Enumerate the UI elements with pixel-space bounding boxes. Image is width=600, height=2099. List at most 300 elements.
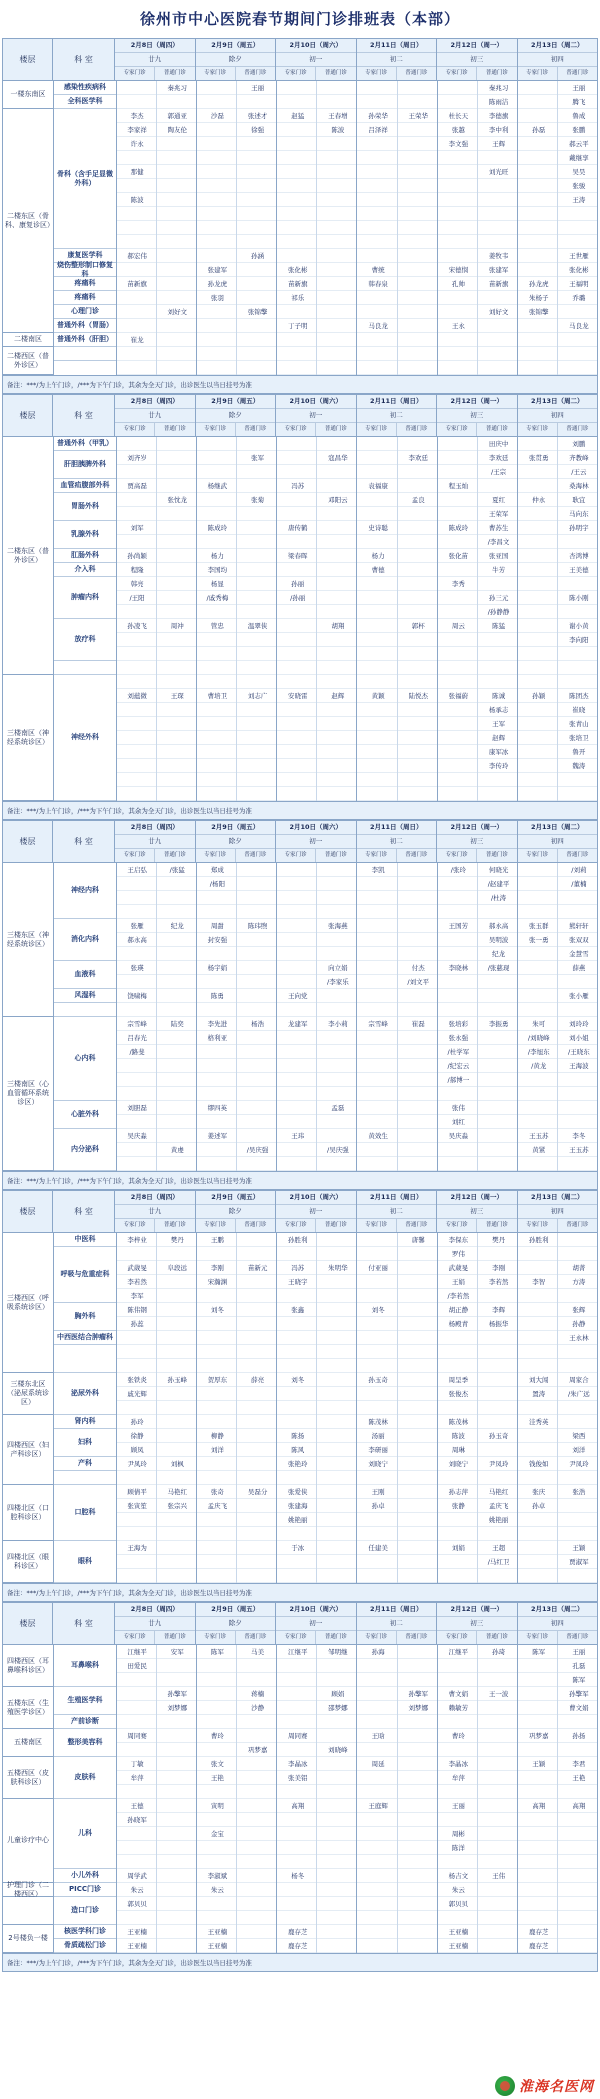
- dept-column: [54, 863, 117, 1171]
- doctor-name: 郝永高: [127, 936, 147, 944]
- dept-cell: 血液科: [54, 961, 116, 989]
- clinic-type-row: [115, 1631, 195, 1644]
- specialist-label: 专家门诊: [115, 1219, 155, 1232]
- specialist-label: 专家门诊: [518, 1219, 558, 1232]
- doctor-name: 曹玲: [451, 1732, 465, 1740]
- footnote: 备注：***/为上午门诊，/***为下午门诊，其余为全天门诊，出诊医生以当日挂号为准: [2, 1172, 598, 1190]
- doctor-name: 置涛: [532, 1390, 546, 1398]
- dept-cell: [54, 1003, 116, 1017]
- day-date: 2月8日（周四）: [115, 39, 195, 53]
- day-date: 2月13日（周二）: [518, 821, 598, 835]
- doctor-name: 张建军: [207, 266, 228, 274]
- clinic-type-row: [437, 849, 517, 862]
- doctor-name: 戴继享: [569, 154, 589, 162]
- doctor-name: /马红卫: [487, 1558, 510, 1566]
- general-label: 普通门诊: [324, 426, 347, 432]
- dept-cell: 血管疝腹部外科: [54, 479, 116, 493]
- doctor-name: 张瑛: [130, 964, 144, 972]
- doctor-name: 杨力: [371, 552, 385, 560]
- doctor-name: /王阳: [129, 594, 145, 602]
- doctor-name: 李小莉: [328, 1020, 348, 1028]
- doctor-name: 孙志萍: [448, 1488, 469, 1496]
- dept-cell: 普通外科（肝胆）: [54, 333, 116, 347]
- floor-cell: 二楼东区（骨科、康复诊区）: [3, 109, 53, 333]
- specialist-label: 专家门诊: [518, 423, 558, 436]
- doctor-name: 王娟: [451, 1278, 465, 1286]
- specialist-label: 专家门诊: [196, 849, 236, 862]
- doctor-name: 寇昌华: [328, 454, 348, 462]
- dept-cell: 疼痛科: [54, 277, 116, 291]
- day-date: 2月9日（周五）: [196, 821, 276, 835]
- clinic-type-row: [276, 67, 356, 80]
- dept-cell: 消化内科: [54, 919, 116, 961]
- doctor-name: 张辉: [572, 1306, 586, 1314]
- doctor-name: 李德旗: [488, 112, 509, 120]
- day-header: [357, 1603, 438, 1644]
- doctor-name: 谢小黄: [569, 622, 589, 630]
- floor-header: 楼层: [3, 1603, 53, 1644]
- doctor-name: 刘冬: [291, 1376, 305, 1384]
- day-lunar: 初三: [437, 835, 517, 849]
- doctor-name: 王庭辉: [368, 1802, 388, 1810]
- day-date: 2月11日（周日）: [357, 1191, 437, 1205]
- doctor-name: 王玉苏: [569, 1146, 589, 1154]
- doctor-name: 程隆: [130, 566, 144, 574]
- day-date: 2月11日（周日）: [357, 821, 437, 835]
- doctor-name: 刘小姐: [569, 1034, 589, 1042]
- schedule-section: [2, 1602, 598, 1954]
- doctor-name: 张一勇: [528, 936, 549, 944]
- day-headers: [115, 39, 597, 80]
- doctor-name: /郝博一: [447, 1076, 470, 1084]
- doctor-name: 田庆中: [488, 440, 509, 448]
- day-lunar: 廿九: [115, 1205, 195, 1219]
- doctor-name: 张静: [451, 1502, 465, 1510]
- day-lunar: 廿九: [115, 835, 195, 849]
- doctor-name: /吴庆强: [246, 1146, 269, 1154]
- doctor-name: 孙擎军: [569, 1690, 589, 1698]
- doctor-name: 马艳红: [167, 1488, 187, 1496]
- doctor-name: 袁福康: [368, 482, 388, 490]
- day-lunar: 初四: [518, 835, 598, 849]
- day-lunar: 廿九: [115, 1617, 195, 1631]
- doctor-name: 张建海: [287, 1502, 308, 1510]
- doctor-name: /杜学军: [447, 1048, 470, 1056]
- doctor-name: 李冬: [572, 1132, 586, 1140]
- floor-header: 楼层: [3, 395, 53, 436]
- doctor-name: 丁子明: [287, 322, 308, 330]
- general-label: 普通门诊: [163, 852, 186, 858]
- doctor-name: /李旭东: [527, 1048, 550, 1056]
- doctor-name: 孟庆飞: [207, 1502, 228, 1510]
- clinic-type-row: [437, 67, 517, 80]
- doctor-name: 宗雪峰: [127, 1020, 147, 1028]
- day-lunar: 除夕: [196, 1205, 276, 1219]
- schedule-section: [2, 1190, 598, 1584]
- specialist-label: 专家门诊: [518, 67, 558, 80]
- day-date: 2月10日（周六）: [276, 821, 356, 835]
- day-lunar: 除夕: [196, 409, 276, 423]
- doctor-name: 陈风: [291, 1446, 305, 1454]
- dept-cell: PICC门诊: [54, 1883, 116, 1897]
- doctor-name: /杜涛: [490, 894, 507, 902]
- specialist-label: 专家门诊: [437, 67, 477, 80]
- schedule-section: [2, 394, 598, 802]
- day-header: [437, 821, 518, 862]
- doctor-name: 王亚楠: [207, 1928, 228, 1936]
- dept-cell: 风湿科: [54, 989, 116, 1003]
- doctor-name: /张玲: [450, 866, 466, 874]
- doctor-name: 王海为: [127, 1544, 147, 1552]
- doctor-name: 朱杨子: [528, 294, 549, 302]
- footnote: 备注：***/为上午门诊，/***为下午门诊，其余为全天门诊，出诊医生以当日挂号为准: [2, 1954, 598, 1972]
- doctor-name: 孙凌飞: [127, 622, 147, 630]
- doctor-name: 柳静: [210, 1432, 224, 1440]
- day-date: 2月9日（周五）: [196, 39, 276, 53]
- doctor-name: 周延: [371, 1760, 385, 1768]
- specialist-label: 专家门诊: [276, 423, 316, 436]
- doctor-name: 崔磊: [411, 1020, 425, 1028]
- day-date: 2月12日（周一）: [437, 39, 517, 53]
- general-label: 普通门诊: [566, 852, 589, 858]
- doctor-name: /张猛: [169, 866, 185, 874]
- doctor-name: /李若然: [447, 1292, 470, 1300]
- doctor-name: 纪龙: [492, 950, 506, 958]
- doctor-name: 刘晓宁: [448, 1460, 469, 1468]
- doctor-name: 顾凤: [130, 1446, 144, 1454]
- doctor-name: /孙丽: [290, 594, 306, 602]
- specialist-label: 专家门诊: [437, 1219, 477, 1232]
- doctor-name: 刘洋: [572, 1446, 586, 1454]
- general-label: 普通门诊: [324, 70, 347, 76]
- doctor-cells: [117, 437, 597, 801]
- doctor-grid: [117, 1233, 597, 1583]
- doctor-name: /杨阳: [209, 880, 225, 888]
- day-header: [276, 39, 357, 80]
- dept-cell: 胸外科: [54, 1303, 116, 1331]
- day-lunar: 初二: [357, 1617, 437, 1631]
- doctor-name: 李国均: [207, 566, 228, 574]
- doctor-name: 刘光旺: [488, 168, 509, 176]
- day-lunar: 初二: [357, 835, 437, 849]
- doctor-name: 武葳旻: [127, 1264, 147, 1272]
- doctor-name: 李欢廷: [408, 454, 428, 462]
- doctor-name: 王亚楠: [127, 1942, 147, 1950]
- dept-header: 科 室: [53, 39, 115, 80]
- doctor-name: 陈军: [572, 1676, 586, 1684]
- doctor-name: 赵辉: [492, 734, 506, 742]
- doctor-name: 尹凤玲: [569, 1460, 589, 1468]
- dept-cell: 儿科: [54, 1799, 116, 1869]
- doctor-name: 郭杯: [411, 622, 425, 630]
- day-date: 2月9日（周五）: [196, 1603, 276, 1617]
- general-label: 普通门诊: [566, 70, 589, 76]
- day-date: 2月11日（周日）: [357, 1603, 437, 1617]
- day-date: 2月10日（周六）: [276, 1603, 356, 1617]
- section-body: [3, 1233, 597, 1583]
- doctor-name: 杨殿青: [448, 1320, 469, 1328]
- specialist-label: 专家门诊: [518, 849, 558, 862]
- doctor-name: 张忱龙: [167, 496, 187, 504]
- doctor-name: 仲永: [532, 496, 546, 504]
- doctor-name: 黄效生: [368, 1132, 388, 1140]
- doctor-name: 江继平: [448, 1648, 469, 1656]
- dept-cell: [54, 661, 116, 675]
- doctor-name: 张庆: [532, 1488, 546, 1496]
- doctor-name: 孙擎军: [408, 1690, 428, 1698]
- doctor-name: 曹玲: [210, 1732, 224, 1740]
- doctor-name: 陈成玲: [448, 524, 469, 532]
- clinic-type-row: [357, 67, 437, 80]
- doctor-name: 巩梦嘉: [528, 1732, 549, 1740]
- doctor-name: 曹统: [371, 266, 385, 274]
- dept-cell: [54, 1471, 116, 1485]
- day-header: [437, 1603, 518, 1644]
- doctor-name: 孙明宇: [569, 524, 589, 532]
- doctor-name: 唐馨: [411, 1236, 425, 1244]
- doctor-name: 邵梦娜: [328, 1704, 348, 1712]
- doctor-name: 吴庆淼: [448, 1132, 469, 1140]
- doctor-name: 黄紧: [532, 1146, 546, 1154]
- floor-cell: 三楼南区（心血管循环系统诊区）: [3, 1017, 53, 1171]
- doctor-name: 李杰: [130, 112, 144, 120]
- doctor-name: 韩亮: [130, 580, 144, 588]
- doctor-name: 梁春晖: [287, 552, 308, 560]
- day-date: 2月13日（周二）: [518, 1603, 598, 1617]
- floor-column: [3, 1233, 54, 1583]
- doctor-name: 王玉苏: [528, 1132, 549, 1140]
- clinic-type-row: [115, 1219, 195, 1232]
- doctor-cells: [117, 863, 597, 1171]
- section-header: [3, 395, 597, 437]
- doctor-name: 张文: [210, 1760, 224, 1768]
- doctor-name: 张小雁: [569, 992, 589, 1000]
- doctor-grid: [117, 1645, 597, 1953]
- doctor-name: 吴昊: [572, 168, 586, 176]
- doctor-name: 杨浩: [251, 1020, 265, 1028]
- doctor-name: 张海燕: [328, 922, 348, 930]
- doctor-name: 祁乐: [291, 294, 305, 302]
- clinic-type-row: [196, 423, 276, 436]
- doctor-name: 牟萍: [451, 1774, 465, 1782]
- doctor-name: 张宗兴: [167, 1502, 187, 1510]
- doctor-name: 刘娟: [451, 1544, 465, 1552]
- floor-column: [3, 81, 54, 375]
- general-label: 普通门诊: [324, 852, 347, 858]
- doctor-name: 张奇: [210, 1488, 224, 1496]
- day-date: 2月12日（周一）: [437, 1603, 517, 1617]
- day-date: 2月13日（周二）: [518, 1191, 598, 1205]
- doctor-name: 张青山: [569, 720, 589, 728]
- clinic-type-row: [115, 423, 195, 436]
- doctor-name: 沙磊: [210, 112, 224, 120]
- dept-cell: 生殖医学科: [54, 1687, 116, 1715]
- general-label: 普通门诊: [163, 1222, 186, 1228]
- doctor-name: 张化苗: [448, 552, 469, 560]
- doctor-name: 樊丹: [170, 1236, 184, 1244]
- doctor-name: 杨振华: [488, 1320, 509, 1328]
- doctor-name: 陈茂林: [448, 1418, 469, 1426]
- doctor-name: 赖敏芳: [448, 1704, 469, 1712]
- doctor-name: 张骏: [572, 182, 586, 190]
- doctor-name: 曹培卫: [207, 692, 228, 700]
- schedule-section: [2, 820, 598, 1172]
- doctor-name: 牟萍: [130, 1774, 144, 1782]
- doctor-name: 张培彩: [448, 1020, 469, 1028]
- day-date: 2月8日（周四）: [115, 395, 195, 409]
- day-lunar: 除夕: [196, 53, 276, 67]
- doctor-name: 崔晓: [572, 706, 586, 714]
- specialist-label: 专家门诊: [196, 423, 236, 436]
- day-lunar: 初二: [357, 409, 437, 423]
- day-header: [115, 395, 196, 436]
- general-label: 普通门诊: [485, 70, 508, 76]
- doctor-name: 李振勇: [488, 1020, 509, 1028]
- doctor-name: 孙蕊: [130, 1320, 144, 1328]
- doctor-grid: [117, 863, 597, 1171]
- doctor-name: 孙海: [371, 1648, 385, 1656]
- day-lunar: 初四: [518, 53, 598, 67]
- doctor-name: 刘胆磊: [127, 1104, 147, 1112]
- doctor-name: 龙建军: [287, 1020, 308, 1028]
- doctor-name: 黄颖: [371, 692, 385, 700]
- doctor-name: 顾倩平: [127, 1488, 147, 1496]
- doctor-grid: [117, 81, 597, 375]
- doctor-name: 向立娟: [328, 964, 348, 972]
- doctor-name: 李刚: [492, 1264, 506, 1272]
- doctor-name: 张贯勇: [528, 454, 549, 462]
- clinic-type-row: [437, 423, 517, 436]
- floor-cell: 二楼西区（普外诊区）: [3, 347, 53, 375]
- dept-cell: 全科医学科: [54, 95, 116, 109]
- doctor-name: 宋德悯: [448, 266, 469, 274]
- day-header: [437, 395, 518, 436]
- schedule-sections: [0, 38, 600, 1972]
- doctor-name: 孙涵: [251, 252, 265, 260]
- doctor-name: /赵建平: [487, 880, 510, 888]
- doctor-name: 纪龙: [170, 922, 184, 930]
- doctor-name: 孙玉峰: [167, 1376, 187, 1384]
- doctor-name: 桑海林: [569, 482, 589, 490]
- doctor-name: 周云: [451, 622, 465, 630]
- day-date: 2月11日（周日）: [357, 395, 437, 409]
- footnote: 备注：***/为上午门诊，/***为下午门诊，其余为全天门诊，出诊医生以当日挂号为准: [2, 1584, 598, 1602]
- doctor-name: 陈茂林: [368, 1418, 388, 1426]
- doctor-name: 顾娟: [331, 1690, 345, 1698]
- doctor-name: 杜长天: [448, 112, 469, 120]
- doctor-name: 陈军: [210, 1648, 224, 1656]
- day-headers: [115, 395, 597, 436]
- page-title: 徐州市中心医院春节期间门诊排班表（本部）: [139, 10, 460, 28]
- doctor-name: 寅明: [210, 1802, 224, 1810]
- floor-column: [3, 863, 54, 1171]
- day-lunar: 初二: [357, 53, 437, 67]
- doctor-name: /董楠: [571, 880, 587, 888]
- dept-cell: 口腔科: [54, 1485, 116, 1541]
- floor-cell: [3, 375, 53, 376]
- doctor-name: 贺厚东: [207, 1376, 228, 1384]
- doctor-name: 李中利: [488, 126, 509, 134]
- doctor-name: 陆悦杰: [408, 692, 428, 700]
- doctor-name: 李欢廷: [488, 454, 509, 462]
- doctor-name: 钱俊如: [528, 1460, 549, 1468]
- doctor-name: 曹苏生: [488, 524, 509, 532]
- doctor-name: 张述才: [247, 112, 268, 120]
- specialist-label: 专家门诊: [437, 1631, 477, 1644]
- general-label: 普通门诊: [324, 1634, 347, 1640]
- doctor-name: 宋瀚渊: [207, 1278, 228, 1286]
- doctor-name: 陈洋: [451, 1844, 465, 1852]
- doctor-name: 陈诚: [492, 692, 506, 700]
- doctor-name: 孔磊: [572, 1662, 586, 1670]
- doctor-name: 张鹏: [572, 126, 586, 134]
- doctor-name: 王世雁: [569, 252, 589, 260]
- doctor-name: 孙琦: [492, 1648, 506, 1656]
- day-header: [518, 821, 598, 862]
- general-label: 普通门诊: [163, 70, 186, 76]
- watermark-text: 淮海名医网: [519, 2079, 594, 2095]
- doctor-name: 王荣军: [488, 510, 509, 518]
- general-label: 普通门诊: [485, 426, 508, 432]
- dept-cell: 小儿外科: [54, 1869, 116, 1883]
- doctor-name: 程玉灿: [448, 482, 469, 490]
- dept-cell: 骨科（含手足显微外科）: [54, 109, 116, 249]
- clinic-type-row: [196, 1631, 276, 1644]
- doctor-name: 朱明华: [328, 1264, 348, 1272]
- dept-column: [54, 1645, 117, 1953]
- dept-cell: 神经外科: [54, 675, 116, 801]
- doctor-name: 秦兆习: [488, 84, 509, 92]
- floor-column: [3, 1645, 54, 1953]
- doctor-name: 刘梦娜: [167, 1704, 187, 1712]
- doctor-name: 秦兆习: [167, 84, 187, 92]
- doctor-name: 张培卫: [569, 734, 589, 742]
- floor-cell: 三楼西区（呼吸系统诊区）: [3, 1233, 53, 1373]
- specialist-label: 专家门诊: [357, 1631, 397, 1644]
- day-header: [437, 39, 518, 80]
- doctor-name: 张寅笙: [127, 1502, 147, 1510]
- doctor-name: 武葳旻: [448, 1264, 469, 1272]
- general-label: 普通门诊: [163, 1634, 186, 1640]
- doctor-cells: [117, 1233, 597, 1583]
- day-lunar: 初一: [276, 1205, 356, 1219]
- doctor-name: 孙丽: [291, 580, 305, 588]
- day-header: [518, 1603, 598, 1644]
- doctor-name: 王国芳: [448, 922, 469, 930]
- doctor-name: 张军: [251, 454, 265, 462]
- doctor-name: /王宗: [490, 468, 507, 476]
- doctor-name: 杨显: [210, 580, 224, 588]
- general-label: 普通门诊: [485, 852, 508, 858]
- specialist-label: 专家门诊: [276, 1631, 316, 1644]
- general-label: 普通门诊: [566, 1222, 589, 1228]
- clinic-type-row: [115, 67, 195, 80]
- day-date: 2月12日（周一）: [437, 1191, 517, 1205]
- header-label-cells: [3, 1191, 115, 1232]
- specialist-label: 专家门诊: [276, 1219, 316, 1232]
- doctor-name: 刘红: [451, 1118, 465, 1126]
- doctor-name: 张鑫: [291, 1306, 305, 1314]
- day-header: [276, 1603, 357, 1644]
- doctor-name: 贾淑军: [569, 1558, 589, 1566]
- doctor-name: 耿宜: [572, 496, 586, 504]
- doctor-name: 安军: [170, 1648, 184, 1656]
- doctor-name: 巩梦嘉: [247, 1746, 268, 1754]
- watermark-logo-icon: [495, 2076, 515, 2096]
- doctor-name: 曹文娟: [448, 1690, 469, 1698]
- doctor-name: 苗新元: [247, 1264, 268, 1272]
- doctor-name: 吕泽祥: [368, 126, 388, 134]
